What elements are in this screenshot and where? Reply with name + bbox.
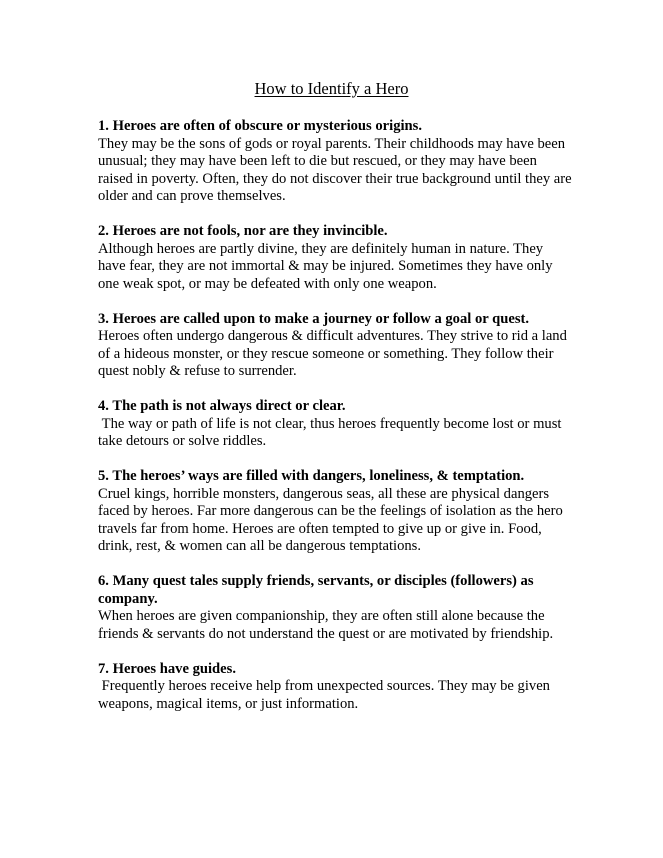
section-body: Although heroes are partly divine, they are definitely human in nature. They have fear, they are not immortal & may be injured. Sometimes they have only one weak spot, or may be defeated with only one weapon.	[98, 240, 557, 292]
section-body: They may be the sons of gods or royal parents. Their childhoods may have been unusual; they may have been left to die but rescued, or they may have been raised in poverty. Often, they do not discover their true background until they are older and can prove themselves.	[98, 135, 576, 204]
section-heading: 1. Heroes are often of obscure or mysterious origins.	[98, 118, 422, 134]
page-title: How to Identify a Hero	[254, 79, 409, 98]
section-7	[98, 661, 573, 714]
section-heading: 5. The heroes’ ways are filled with dangers, loneliness, & temptation.	[98, 468, 525, 484]
section-4	[98, 398, 573, 451]
section-5	[98, 468, 573, 556]
section-heading: 2. Heroes are not fools, nor are they invincible.	[98, 223, 388, 239]
section-body: Frequently heroes receive help from unexpected sources. They may be given weapons, magical items, or just information.	[98, 678, 554, 712]
document-content	[98, 118, 576, 731]
section-body: The way or path of life is not clear, thus heroes frequently become lost or must take detours or solve riddles.	[98, 415, 566, 449]
section-heading: 4. The path is not always direct or clear.	[98, 398, 346, 414]
section-1	[98, 118, 576, 206]
section-heading: 3. Heroes are called upon to make a journey or follow a goal or quest.	[98, 310, 530, 327]
section-heading: 6. Many quest tales supply friends, servants, or disciples (followers) as company.	[98, 573, 538, 607]
section-2	[98, 223, 573, 293]
section-6	[98, 573, 573, 643]
section-body: Cruel kings, horrible monsters, dangerous seas, all these are physical dangers faced by heroes. Far more dangerous can be the feelings of isolation as the hero travels far from home. Heroes are often tempted to give up or give in. Food, drink, rest, & women can all be dangerous temptations.	[98, 485, 567, 554]
section-body: Heroes often undergo dangerous & difficult adventures. They strive to rid a land of a hideous monster, or they rescue someone or something. They follow their quest nobly & refuse to surrender.	[98, 328, 571, 379]
section-heading: 7. Heroes have guides.	[98, 660, 236, 677]
section-3	[98, 311, 573, 381]
section-body: When heroes are given companionship, they are often still alone because the friends & servants do not understand the quest or are motivated by friendship.	[98, 608, 554, 642]
